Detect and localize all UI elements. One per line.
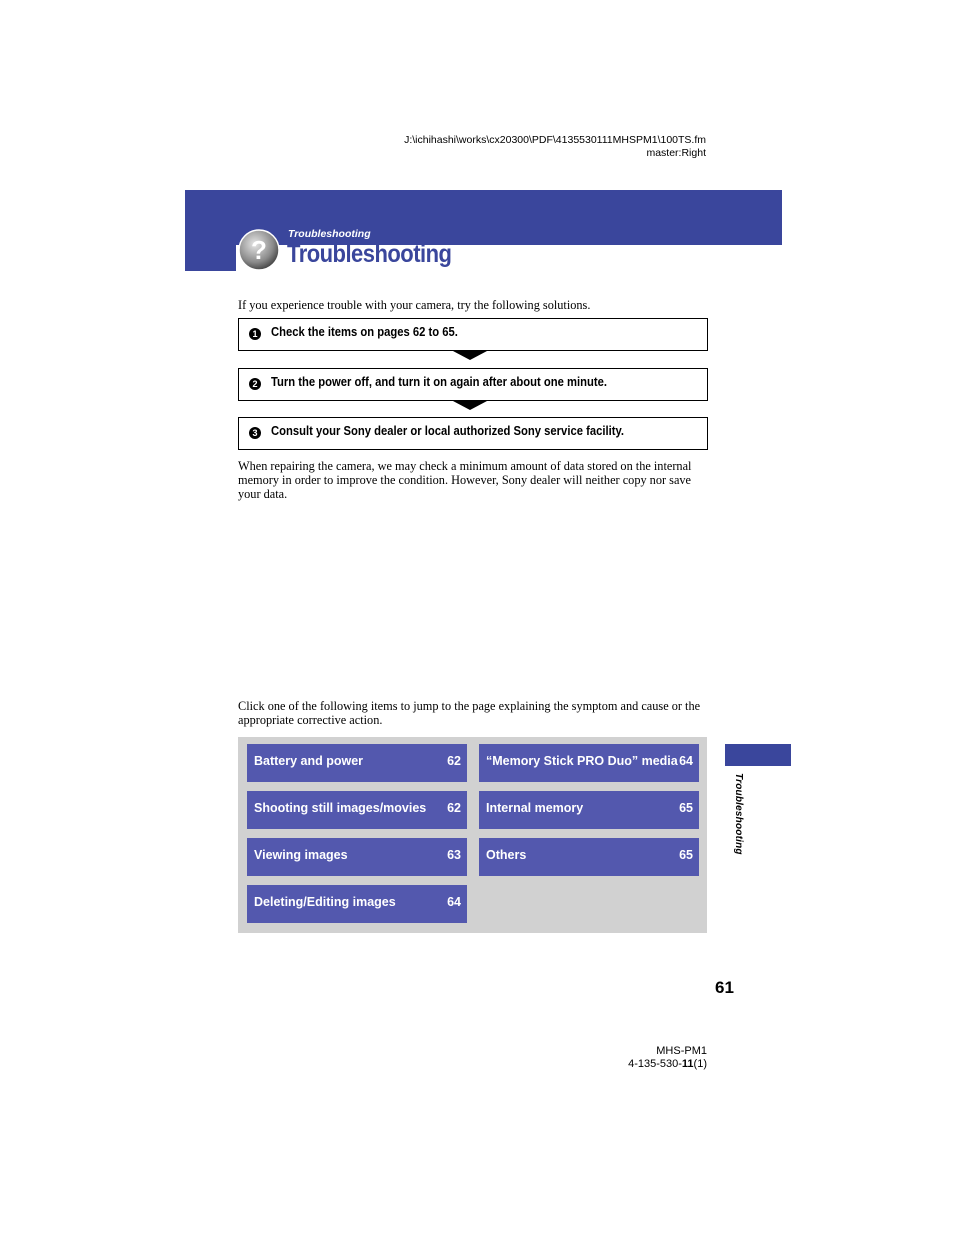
step-3 <box>238 417 708 450</box>
page-number: 61 <box>715 978 734 997</box>
link-battery-and-power[interactable] <box>247 744 467 782</box>
down-arrow-icon <box>453 351 487 360</box>
code-suffix: (1) <box>693 1058 707 1070</box>
step-number-icon: 2 <box>249 378 261 390</box>
section-tab-marker <box>725 744 791 766</box>
side-tab-label: Troubleshooting <box>733 773 744 855</box>
symptom-link-panel <box>238 737 707 933</box>
svg-text:?: ? <box>251 235 267 265</box>
click-instruction: Click one of the following items to jump to the page explaining the symptom and cause or the appropriate corrective action. <box>238 699 701 727</box>
link-deleting-editing[interactable] <box>247 885 467 923</box>
step-2 <box>238 368 708 401</box>
link-label: Others <box>486 848 527 862</box>
link-label: “Memory Stick PRO Duo” media <box>486 754 678 768</box>
model-code <box>628 1058 707 1071</box>
down-arrow-icon <box>453 401 487 410</box>
link-page: 62 <box>447 754 461 768</box>
code-bold: 11 <box>681 1058 694 1070</box>
code-prefix: 4-135-530- <box>628 1058 682 1070</box>
link-viewing-images[interactable] <box>247 838 467 876</box>
link-shooting[interactable] <box>247 791 467 829</box>
step-1 <box>238 318 708 351</box>
link-page: 65 <box>679 801 693 815</box>
step-number-icon: 1 <box>249 328 261 340</box>
model-name: MHS-PM1 <box>656 1045 707 1057</box>
link-page: 62 <box>447 801 461 815</box>
repair-note: When repairing the camera, we may check a minimum amount of data stored on the internal memory in order to improve the condition. However, Sony dealer will neither copy nor save your data. <box>238 459 692 501</box>
intro-text: If you experience trouble with your camera, try the following solutions. <box>238 298 591 312</box>
page-title: Troubleshooting <box>287 240 452 268</box>
question-mark-icon <box>237 228 281 272</box>
link-label: Shooting still images/movies <box>254 801 427 815</box>
link-page: 64 <box>679 754 693 768</box>
section-label: Troubleshooting <box>288 228 371 240</box>
step-text: Check the items on pages 62 to 65. <box>271 325 458 339</box>
link-page: 65 <box>679 848 693 862</box>
step-text: Consult your Sony dealer or local authorized Sony service facility. <box>271 424 625 438</box>
link-page: 64 <box>447 895 461 909</box>
link-label: Deleting/Editing images <box>254 895 396 909</box>
link-memory-stick[interactable] <box>479 744 699 782</box>
title-band-tab <box>185 245 236 271</box>
link-label: Viewing images <box>254 848 348 862</box>
step-text: Turn the power off, and turn it on again after about one minute. <box>271 375 608 389</box>
step-number-icon: 3 <box>249 427 261 439</box>
link-page: 63 <box>447 848 461 862</box>
link-others[interactable] <box>479 838 699 876</box>
file-path-header <box>404 134 706 160</box>
link-internal-memory[interactable] <box>479 791 699 829</box>
master-label: master:Right <box>646 147 706 159</box>
link-label: Internal memory <box>486 801 584 815</box>
link-label: Battery and power <box>254 754 364 768</box>
file-path: J:\ichihashi\works\cx20300\PDF\4135530111MHSPM1\100TS.fm <box>404 134 706 146</box>
footer-model-info <box>628 1045 707 1071</box>
